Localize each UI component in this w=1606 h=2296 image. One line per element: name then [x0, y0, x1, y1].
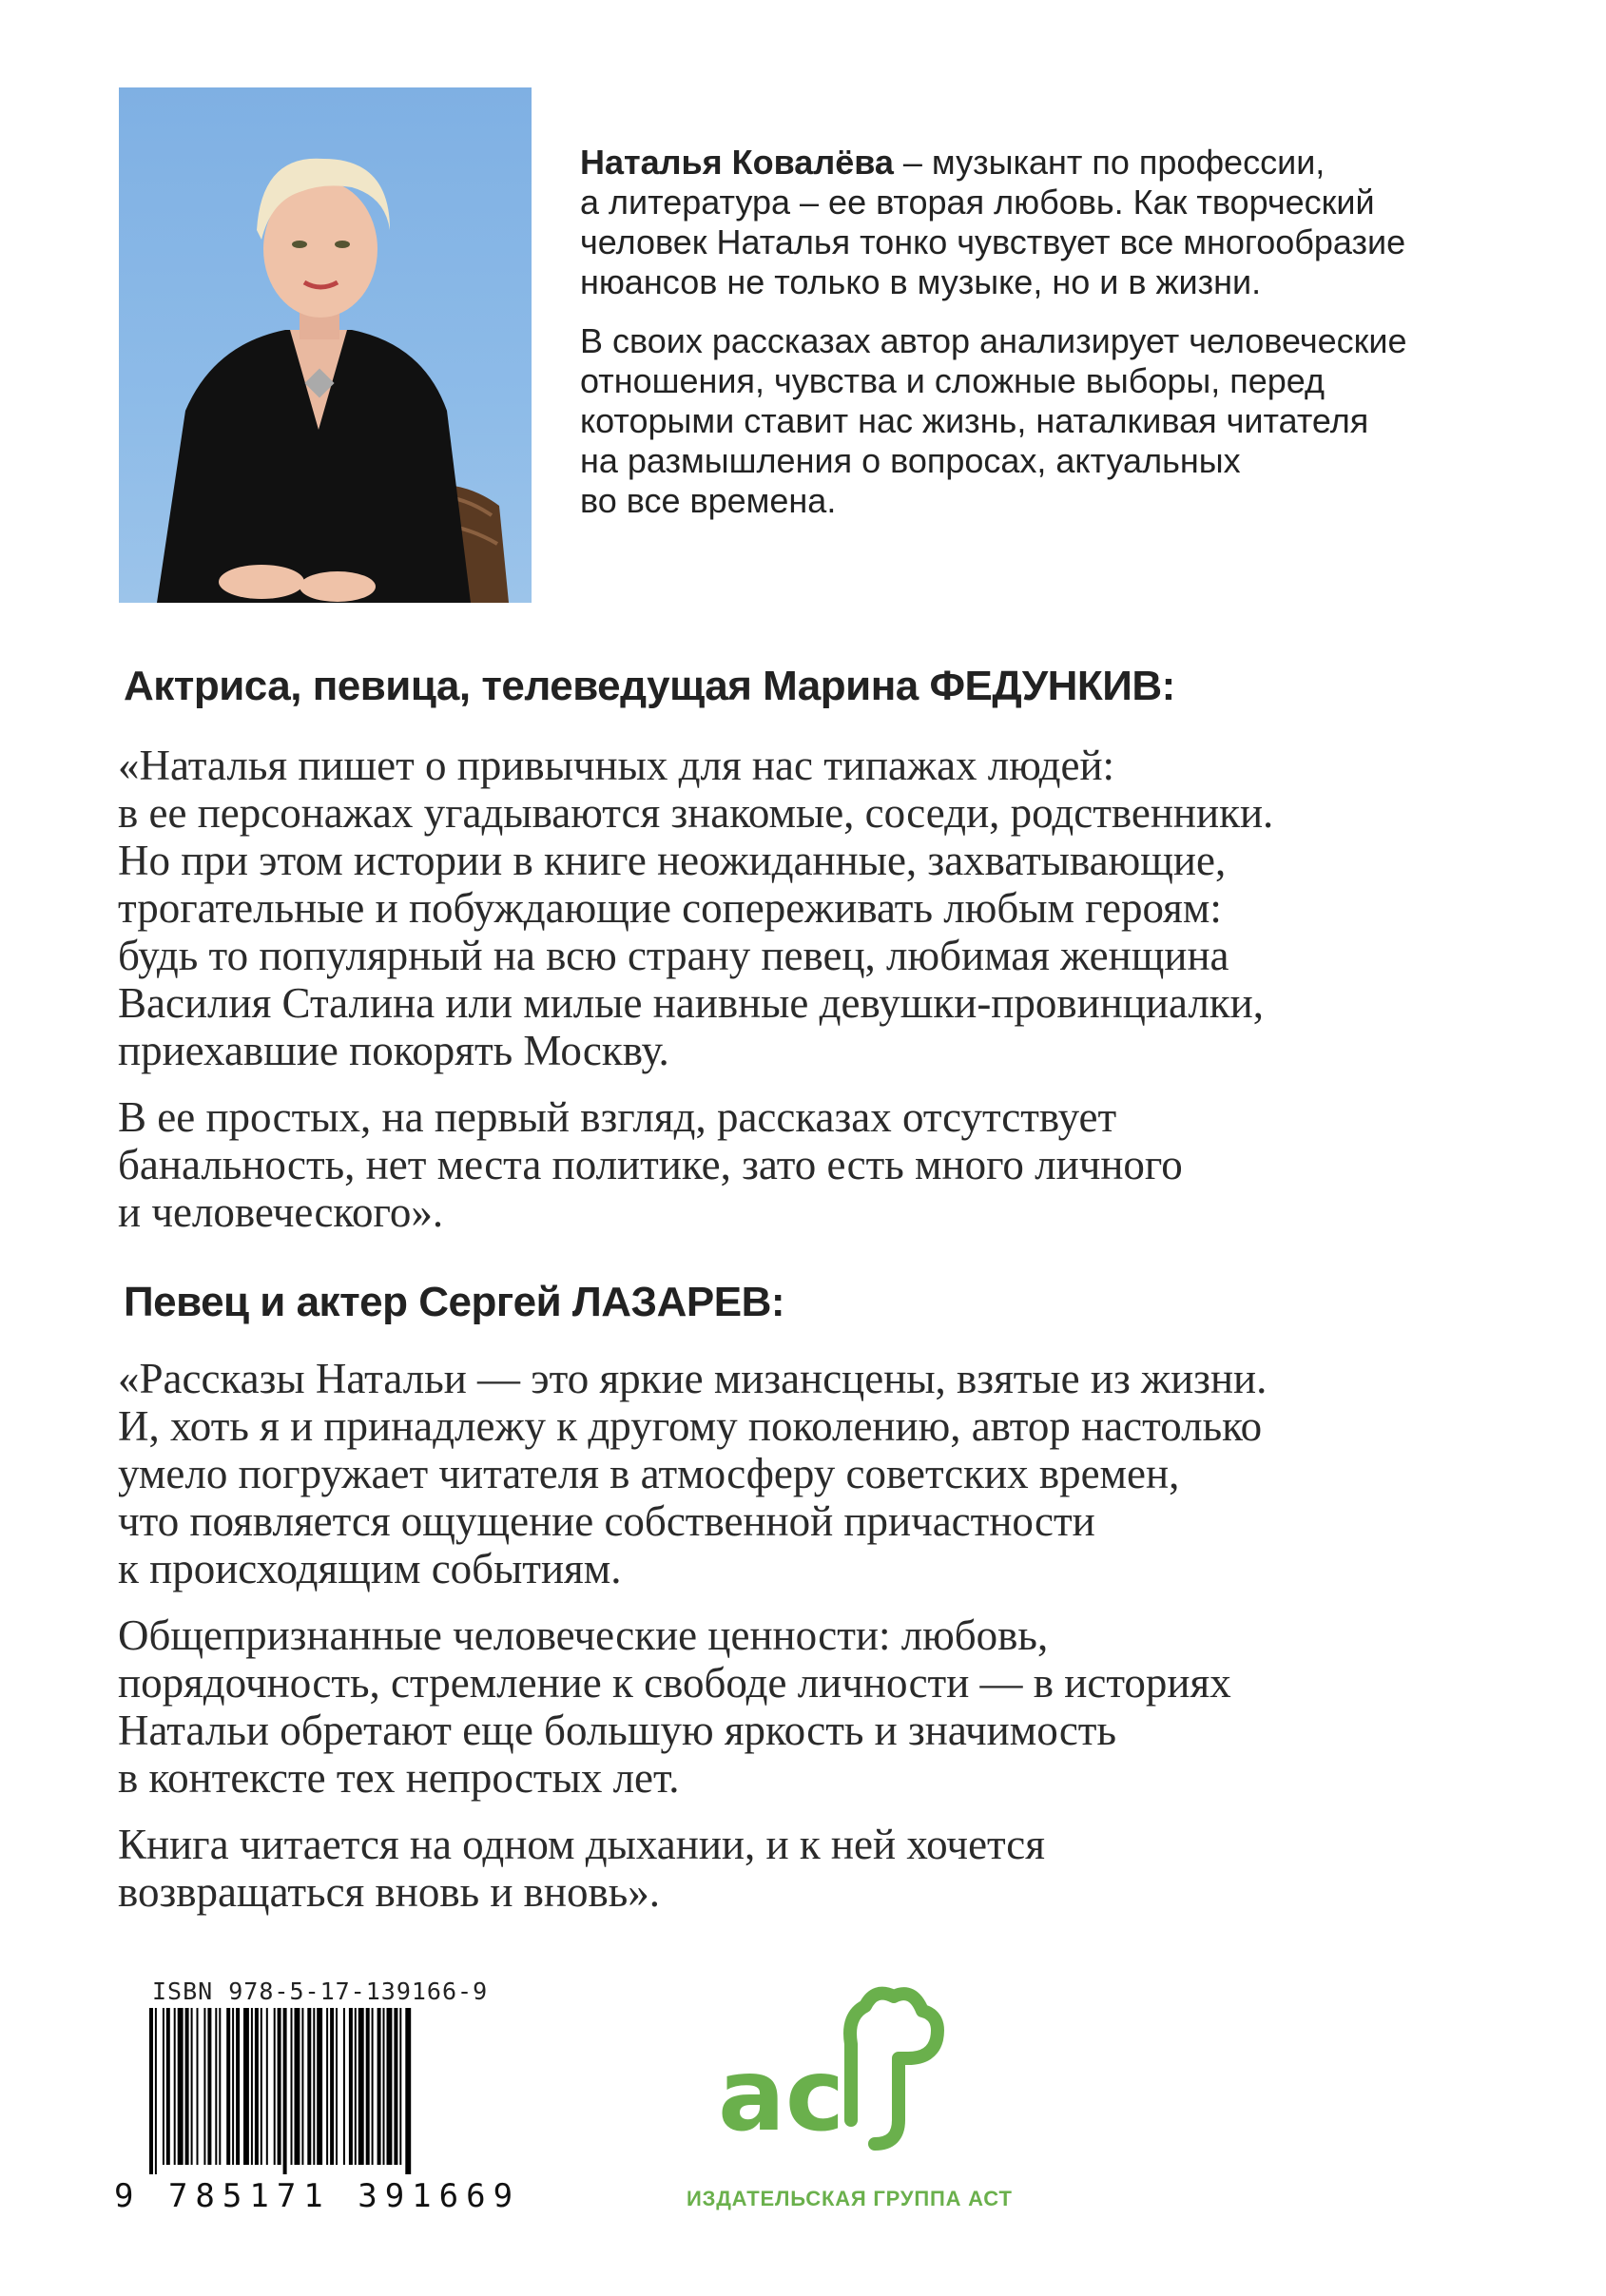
author-photo: [119, 87, 532, 603]
barcode-bar: [283, 2008, 287, 2174]
isbn-label: ISBN 978-5-17-139166-9: [152, 1978, 489, 2005]
barcode-bar: [163, 2008, 164, 2165]
publisher-logo-icon: [708, 1978, 994, 2168]
barcode-bar: [266, 2008, 268, 2165]
bio-line: во все времена.: [580, 481, 837, 520]
quote-line: Василия Сталина или милые наивные девушки-провинциалки,: [118, 979, 1264, 1027]
quote-line: возвращаться вновь и вновь».: [118, 1868, 661, 1916]
bio-paragraph-1: [580, 143, 1531, 302]
quote-line: Книга читается на одном дыхании, и к ней хочется: [118, 1821, 1045, 1868]
quote-line: банальность, нет места политике, зато есть много личного: [118, 1141, 1183, 1188]
bio-line: отношения, чувства и сложные выборы, перед: [580, 361, 1325, 400]
barcode-bar: [261, 2008, 262, 2165]
barcode-bar: [317, 2008, 322, 2165]
quote-line: И, хоть я и принадлежу к другому поколению, автор настолько: [118, 1402, 1263, 1450]
review-1-title: Актриса, певица, телеведущая Марина ФЕДУНКИВ:: [124, 663, 1175, 709]
quote-line: Общепризнанные человеческие ценности: любовь,: [118, 1611, 1049, 1659]
bio-line: а литература – ее вторая любовь. Как творческий: [580, 183, 1375, 222]
barcode-bar: [207, 2008, 211, 2165]
barcode-bar: [330, 2008, 334, 2165]
quote-line: «Наталья пишет о привычных для нас типажах людей:: [118, 742, 1115, 789]
barcode-bar: [355, 2008, 357, 2165]
publisher-name: ИЗДАТЕЛЬСКАЯ ГРУППА АСТ: [687, 2187, 1013, 2210]
review-1-paragraph-2: [118, 1093, 1544, 1236]
barcode-bar: [383, 2008, 385, 2165]
barcode-bar: [387, 2008, 393, 2165]
barcode-bar: [236, 2008, 240, 2165]
barcode-bar: [178, 2008, 184, 2165]
quote-line: будь то популярный на всю страну певец, любимая женщина: [118, 932, 1229, 979]
review-1-quote: [118, 742, 1544, 1255]
barcode-bar: [251, 2008, 253, 2165]
barcode-bar: [307, 2008, 311, 2165]
barcode-bar: [377, 2008, 381, 2165]
barcode-bar: [155, 2008, 157, 2174]
bio-line: которыми ставит нас жизнь, наталкивая читателя: [580, 401, 1369, 440]
quote-line: В ее простых, на первый взгляд, рассказах отсутствует: [118, 1093, 1117, 1141]
barcode-bar: [313, 2008, 315, 2165]
publisher-logo-text: ас: [718, 2037, 845, 2153]
bio-line: – музыкант по профессии,: [893, 143, 1325, 182]
barcode-bar: [219, 2008, 221, 2165]
author-portrait-icon: [119, 87, 532, 603]
quote-line: Но при этом истории в книге неожиданные, захватывающие,: [118, 837, 1227, 884]
quote-line: и человеческого».: [118, 1188, 444, 1236]
barcode-bar: [394, 2008, 397, 2165]
barcode-bar: [197, 2008, 199, 2165]
barcode-bar: [174, 2008, 176, 2165]
barcode-bar: [185, 2008, 189, 2165]
review-2-paragraph-1: [118, 1355, 1544, 1592]
barcode-bar: [301, 2008, 303, 2165]
author-name: Наталья Ковалёва: [580, 143, 894, 182]
barcode-bar: [336, 2008, 338, 2165]
review-2-quote: [118, 1355, 1544, 1935]
barcode-bar: [278, 2008, 281, 2165]
barcode-bar: [366, 2008, 370, 2165]
bio-paragraph-2: [580, 321, 1531, 521]
barcode-bar: [358, 2008, 364, 2165]
bio-line: человек Наталья тонко чувствует все многообразие: [580, 222, 1406, 261]
barcode-bar: [215, 2008, 217, 2165]
review-1-paragraph-1: [118, 742, 1544, 1074]
quote-line: в ее персонажах угадываются знакомые, соседи, родственники.: [118, 789, 1274, 837]
barcode-icon: [149, 2008, 511, 2174]
quote-line: в контексте тех непростых лет.: [118, 1754, 680, 1802]
barcode-bar: [203, 2008, 205, 2165]
barcode-bar: [343, 2008, 345, 2165]
review-2-paragraph-2: [118, 1611, 1544, 1802]
barcode-bar: [349, 2008, 353, 2165]
quote-line: что появляется ощущение собственной причастности: [118, 1497, 1095, 1545]
review-2-title: Певец и актер Сергей ЛАЗАРЕВ:: [124, 1279, 784, 1325]
barcode-bar: [326, 2008, 328, 2165]
barcode-bar: [232, 2008, 234, 2165]
barcode-bar: [243, 2008, 249, 2165]
barcode-bar: [255, 2008, 259, 2165]
review-2-paragraph-3: [118, 1821, 1544, 1916]
quote-line: «Рассказы Натальи — это яркие мизансцены, взятые из жизни.: [118, 1355, 1267, 1402]
quote-line: умело погружает читателя в атмосферу советских времен,: [118, 1450, 1180, 1497]
barcode-bar: [226, 2008, 230, 2165]
barcode-bar: [149, 2008, 153, 2174]
quote-line: трогательные и побуждающие сопереживать любым героям:: [118, 884, 1222, 932]
barcode-bar: [274, 2008, 276, 2165]
barcode-bar: [191, 2008, 193, 2165]
barcode-bar: [405, 2008, 411, 2174]
barcode-bar: [166, 2008, 170, 2165]
quote-line: к происходящим событиям.: [118, 1545, 622, 1592]
bio-line: нюансов не только в музыке, но и в жизни.: [580, 262, 1262, 301]
bio-line: на размышления о вопросах, актуальных: [580, 441, 1241, 480]
bio-line: В своих рассказах автор анализирует человеческие: [580, 321, 1407, 360]
barcode-bar: [291, 2008, 293, 2165]
barcode-digits: 9 785171 391669: [114, 2177, 521, 2215]
quote-line: порядочность, стремление к свободе личности — в историях: [118, 1659, 1231, 1707]
quote-line: приехавшие покорять Москву.: [118, 1027, 669, 1074]
barcode-bar: [372, 2008, 374, 2165]
barcode-bar: [295, 2008, 300, 2165]
author-bio: [580, 143, 1531, 540]
quote-line: Натальи обретают еще большую яркость и значимость: [118, 1707, 1116, 1754]
barcode-bar: [399, 2008, 401, 2165]
